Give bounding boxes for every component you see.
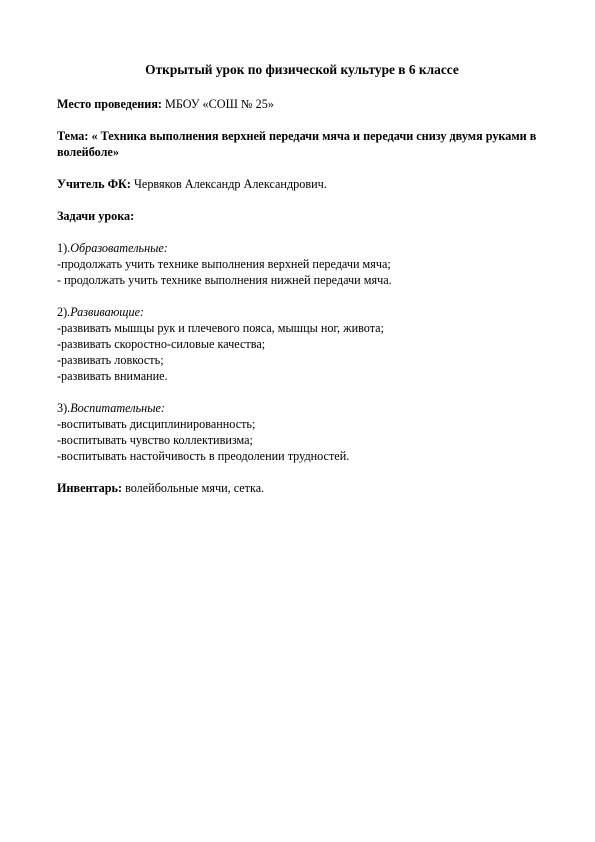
list-item: -воспитывать настойчивость в преодолении трудностей. xyxy=(57,449,350,463)
section-upbringing xyxy=(57,400,547,464)
venue-value: МБОУ «СОШ № 25» xyxy=(161,97,274,111)
tasks-heading: Задачи урока: xyxy=(57,209,135,223)
section-number: 1). xyxy=(57,241,71,255)
list-item: -продолжать учить технике выполнения верхней передачи мяча; xyxy=(57,257,391,271)
inventory-value: волейбольные мячи, сетка. xyxy=(122,481,265,495)
inventory-label: Инвентарь: xyxy=(57,481,123,495)
list-item: -развивать внимание. xyxy=(57,369,168,383)
section-name: Образовательные: xyxy=(70,241,168,255)
section-developmental xyxy=(57,304,547,384)
list-item: -развивать мышцы рук и плечевого пояса, мышцы ног, живота; xyxy=(57,321,384,335)
topic-label: Тема: xyxy=(57,129,89,143)
list-item: - продолжать учить технике выполнения нижней передачи мяча. xyxy=(57,273,392,287)
topic-value: « Техника выполнения верхней передачи мяча и передачи снизу двумя руками в волейболе» xyxy=(57,129,537,159)
teacher-line xyxy=(57,176,547,192)
section-number: 3). xyxy=(57,401,71,415)
section-heading xyxy=(57,240,547,256)
list-item: -воспитывать дисциплинированность; xyxy=(57,417,256,431)
teacher-label: Учитель ФК: xyxy=(57,177,131,191)
section-heading xyxy=(57,400,547,416)
list-item: -развивать скоростно-силовые качества; xyxy=(57,337,266,351)
document-content xyxy=(57,62,547,496)
inventory-line xyxy=(57,480,547,496)
section-educational xyxy=(57,240,547,288)
page-title: Открытый урок по физической культуре в 6 классе xyxy=(145,62,459,77)
section-name: Воспитательные: xyxy=(70,401,165,415)
topic-line xyxy=(57,128,547,160)
venue-label: Место проведения: xyxy=(57,97,162,111)
section-heading xyxy=(57,304,547,320)
section-name: Развивающие: xyxy=(70,305,145,319)
venue-line xyxy=(57,96,547,112)
section-number: 2). xyxy=(57,305,71,319)
list-item: -развивать ловкость; xyxy=(57,353,164,367)
list-item: -воспитывать чувство коллективизма; xyxy=(57,433,253,447)
teacher-value: Червяков Александр Александрович. xyxy=(130,177,327,191)
